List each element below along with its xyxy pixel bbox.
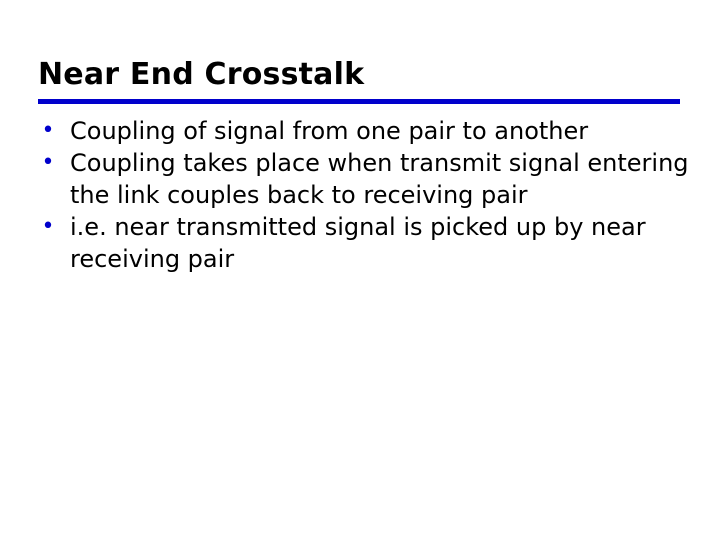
slide-title: Near End Crosstalk: [38, 57, 365, 92]
bullet-dot-icon: •: [41, 214, 55, 239]
bullet-text: Coupling takes place when transmit signal entering the link couples back to receiving pair: [70, 149, 689, 209]
bullet-dot-icon: •: [41, 118, 55, 143]
bullet-item: [40, 115, 700, 147]
bullet-dot-icon: •: [41, 150, 55, 175]
bullet-item: [40, 147, 700, 211]
bullet-list: [40, 115, 700, 275]
title-underline: [38, 99, 680, 104]
bullet-item: [40, 211, 700, 275]
bullet-text: Coupling of signal from one pair to another: [70, 117, 589, 145]
bullet-text: i.e. near transmitted signal is picked up by near receiving pair: [70, 213, 646, 273]
